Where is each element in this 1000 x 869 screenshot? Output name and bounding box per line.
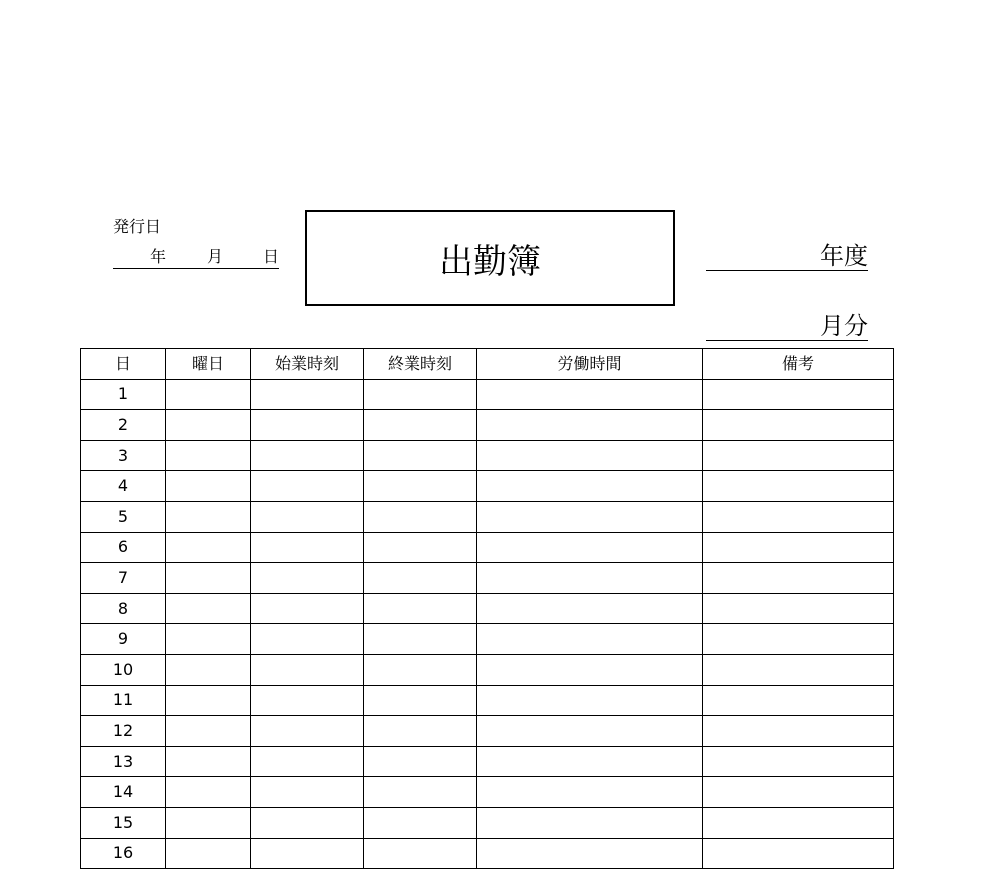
day-number-cell: 8 <box>81 593 166 624</box>
weekday-cell[interactable] <box>166 501 251 532</box>
weekday-cell[interactable] <box>166 716 251 747</box>
working-hours-cell[interactable] <box>477 777 703 808</box>
end-time-cell[interactable] <box>364 532 477 563</box>
working-hours-cell[interactable] <box>477 563 703 594</box>
weekday-cell[interactable] <box>166 807 251 838</box>
day-number-cell: 2 <box>81 410 166 441</box>
weekday-cell[interactable] <box>166 532 251 563</box>
table-row <box>81 501 894 532</box>
title-text: 出勤簿 <box>439 241 541 282</box>
start-time-cell[interactable] <box>251 563 364 594</box>
weekday-cell[interactable] <box>166 440 251 471</box>
header-notes: 備考 <box>703 349 894 380</box>
header-working-hours: 労働時間 <box>477 349 703 380</box>
weekday-cell[interactable] <box>166 563 251 594</box>
working-hours-cell[interactable] <box>477 410 703 441</box>
day-number-cell: 4 <box>81 471 166 502</box>
header-end-time: 終業時刻 <box>364 349 477 380</box>
working-hours-cell[interactable] <box>477 440 703 471</box>
day-number-cell: 14 <box>81 777 166 808</box>
weekday-cell[interactable] <box>166 593 251 624</box>
end-time-cell[interactable] <box>364 410 477 441</box>
header-day: 日 <box>81 349 166 380</box>
start-time-cell[interactable] <box>251 685 364 716</box>
notes-cell[interactable] <box>703 777 894 808</box>
month-field[interactable] <box>706 308 868 341</box>
end-time-cell[interactable] <box>364 440 477 471</box>
table-row <box>81 807 894 838</box>
day-number-cell: 16 <box>81 838 166 869</box>
issue-date-label: 発行日 <box>113 217 162 236</box>
day-number-cell: 3 <box>81 440 166 471</box>
day-number-cell: 11 <box>81 685 166 716</box>
notes-cell[interactable] <box>703 654 894 685</box>
table-row <box>81 593 894 624</box>
table-row <box>81 440 894 471</box>
document-title <box>305 210 675 306</box>
end-time-cell[interactable] <box>364 838 477 869</box>
table-row <box>81 379 894 410</box>
fiscal-year-field[interactable] <box>706 238 868 271</box>
day-number-cell: 6 <box>81 532 166 563</box>
end-time-cell[interactable] <box>364 777 477 808</box>
end-time-cell[interactable] <box>364 563 477 594</box>
working-hours-cell[interactable] <box>477 532 703 563</box>
working-hours-cell[interactable] <box>477 654 703 685</box>
start-time-cell[interactable] <box>251 838 364 869</box>
end-time-cell[interactable] <box>364 624 477 655</box>
end-time-cell[interactable] <box>364 593 477 624</box>
issue-year-unit: 年 <box>150 247 167 266</box>
working-hours-cell[interactable] <box>477 593 703 624</box>
table-row <box>81 563 894 594</box>
start-time-cell[interactable] <box>251 716 364 747</box>
table-row <box>81 777 894 808</box>
working-hours-cell[interactable] <box>477 716 703 747</box>
table-row <box>81 624 894 655</box>
notes-cell[interactable] <box>703 410 894 441</box>
weekday-cell[interactable] <box>166 685 251 716</box>
table-row <box>81 532 894 563</box>
notes-cell[interactable] <box>703 471 894 502</box>
weekday-cell[interactable] <box>166 379 251 410</box>
start-time-cell[interactable] <box>251 471 364 502</box>
notes-cell[interactable] <box>703 501 894 532</box>
table-row <box>81 838 894 869</box>
table-row <box>81 746 894 777</box>
table-row <box>81 471 894 502</box>
end-time-cell[interactable] <box>364 685 477 716</box>
working-hours-cell[interactable] <box>477 379 703 410</box>
working-hours-cell[interactable] <box>477 501 703 532</box>
start-time-cell[interactable] <box>251 746 364 777</box>
notes-cell[interactable] <box>703 716 894 747</box>
notes-cell[interactable] <box>703 379 894 410</box>
day-number-cell: 1 <box>81 379 166 410</box>
table-header-row <box>81 349 894 380</box>
notes-cell[interactable] <box>703 685 894 716</box>
start-time-cell[interactable] <box>251 501 364 532</box>
working-hours-cell[interactable] <box>477 807 703 838</box>
weekday-cell[interactable] <box>166 654 251 685</box>
issue-date-field[interactable] <box>113 246 279 269</box>
table-row <box>81 716 894 747</box>
weekday-cell[interactable] <box>166 777 251 808</box>
start-time-cell[interactable] <box>251 379 364 410</box>
day-number-cell: 7 <box>81 563 166 594</box>
end-time-cell[interactable] <box>364 746 477 777</box>
attendance-table <box>80 348 894 869</box>
weekday-cell[interactable] <box>166 624 251 655</box>
start-time-cell[interactable] <box>251 777 364 808</box>
end-time-cell[interactable] <box>364 501 477 532</box>
end-time-cell[interactable] <box>364 379 477 410</box>
end-time-cell[interactable] <box>364 471 477 502</box>
notes-cell[interactable] <box>703 807 894 838</box>
start-time-cell[interactable] <box>251 410 364 441</box>
month-unit: 月分 <box>820 312 868 340</box>
working-hours-cell[interactable] <box>477 838 703 869</box>
weekday-cell[interactable] <box>166 838 251 869</box>
table-row <box>81 410 894 441</box>
issue-day-unit: 日 <box>263 247 280 266</box>
notes-cell[interactable] <box>703 440 894 471</box>
notes-cell[interactable] <box>703 563 894 594</box>
fiscal-year-unit: 年度 <box>820 242 868 270</box>
day-number-cell: 15 <box>81 807 166 838</box>
weekday-cell[interactable] <box>166 410 251 441</box>
start-time-cell[interactable] <box>251 624 364 655</box>
start-time-cell[interactable] <box>251 807 364 838</box>
weekday-cell[interactable] <box>166 471 251 502</box>
working-hours-cell[interactable] <box>477 471 703 502</box>
start-time-cell[interactable] <box>251 593 364 624</box>
notes-cell[interactable] <box>703 532 894 563</box>
day-number-cell: 13 <box>81 746 166 777</box>
header-start-time: 始業時刻 <box>251 349 364 380</box>
notes-cell[interactable] <box>703 746 894 777</box>
header-weekday: 曜日 <box>166 349 251 380</box>
issue-month-unit: 月 <box>207 247 224 266</box>
start-time-cell[interactable] <box>251 532 364 563</box>
notes-cell[interactable] <box>703 838 894 869</box>
working-hours-cell[interactable] <box>477 685 703 716</box>
notes-cell[interactable] <box>703 624 894 655</box>
working-hours-cell[interactable] <box>477 746 703 777</box>
notes-cell[interactable] <box>703 593 894 624</box>
start-time-cell[interactable] <box>251 654 364 685</box>
working-hours-cell[interactable] <box>477 624 703 655</box>
day-number-cell: 9 <box>81 624 166 655</box>
day-number-cell: 12 <box>81 716 166 747</box>
day-number-cell: 5 <box>81 501 166 532</box>
start-time-cell[interactable] <box>251 440 364 471</box>
table-row <box>81 685 894 716</box>
table-body <box>81 379 894 869</box>
table-row <box>81 654 894 685</box>
end-time-cell[interactable] <box>364 654 477 685</box>
day-number-cell: 10 <box>81 654 166 685</box>
end-time-cell[interactable] <box>364 716 477 747</box>
weekday-cell[interactable] <box>166 746 251 777</box>
end-time-cell[interactable] <box>364 807 477 838</box>
